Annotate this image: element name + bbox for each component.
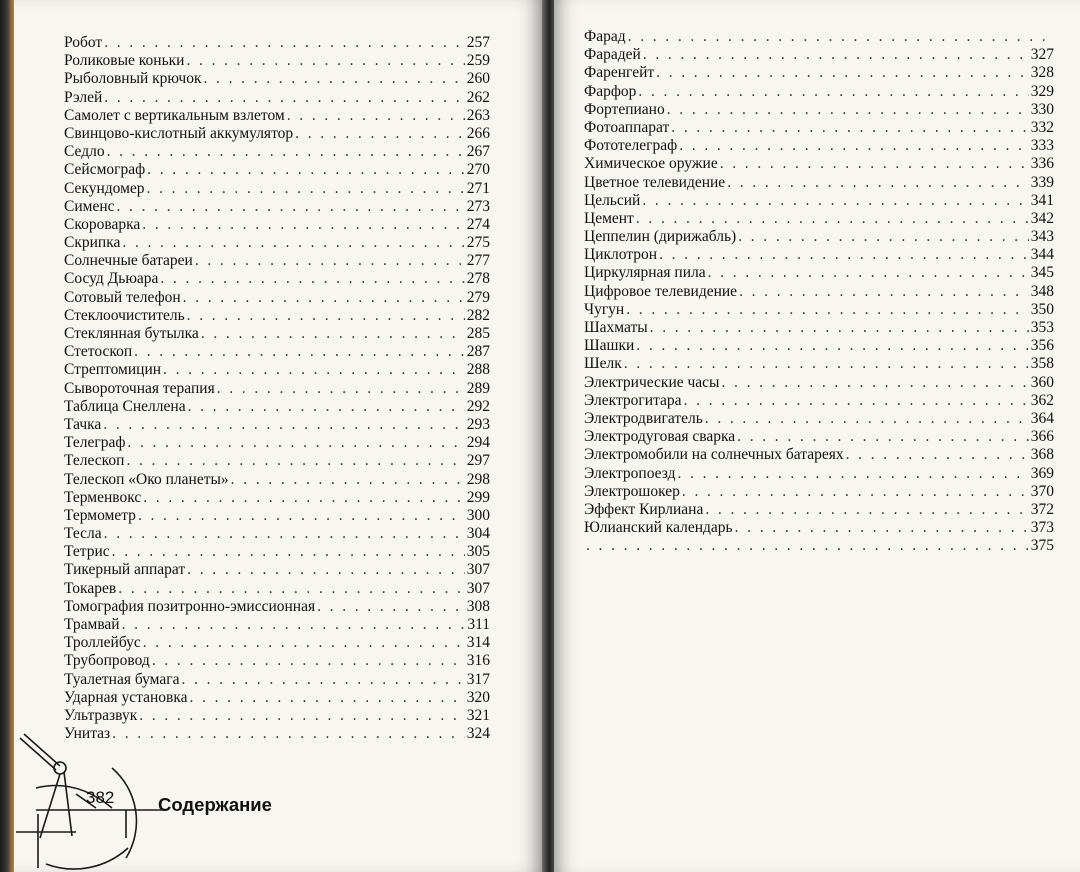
toc-entry: [64, 216, 490, 234]
toc-entry-page: 294: [466, 434, 490, 452]
toc-entry-title: Цифровое телевидение: [584, 282, 738, 300]
toc-entry-title: Электромобили на солнечных батареях: [584, 446, 844, 464]
toc-entry: [64, 361, 490, 379]
dot-leader: [188, 398, 465, 416]
toc-entry: [584, 319, 1054, 337]
toc-entry: [64, 143, 490, 161]
toc-entry: [64, 125, 490, 143]
dot-leader: [182, 671, 465, 689]
toc-entry: [584, 355, 1054, 373]
dot-leader: [118, 580, 465, 598]
dot-leader: [190, 689, 465, 707]
toc-entry-title: Циркулярная пила: [584, 264, 706, 282]
toc-entry: [64, 343, 490, 361]
toc-entry-title: Трубопровод: [64, 652, 150, 670]
toc-entry-page: 259: [466, 52, 490, 70]
toc-entry-page: 282: [466, 306, 490, 324]
toc-entry-title: Тесла: [64, 525, 102, 543]
toc-entry: [64, 270, 490, 288]
toc-entry-title: Самолет с вертикальным взлетом: [64, 106, 285, 124]
toc-entry-title: Электрошокер: [584, 482, 680, 500]
section-title: Содержание: [158, 794, 272, 815]
toc-entry: [584, 337, 1054, 355]
dot-leader: [147, 161, 465, 179]
toc-entry-title: Цветное телевидение: [584, 173, 726, 191]
toc-entry-page: 360: [1030, 373, 1054, 391]
dot-leader: [626, 301, 1029, 319]
toc-entry: [584, 264, 1054, 282]
toc-entry: [584, 174, 1054, 192]
toc-entry: [64, 70, 490, 88]
toc-entry-title: Томография позитронно-эмиссионная: [64, 597, 316, 615]
dot-leader: [139, 707, 465, 725]
toc-entry-page: 308: [466, 597, 490, 615]
toc-entry: [64, 34, 490, 52]
dot-leader: [204, 70, 465, 88]
toc-entry-page: 304: [466, 525, 490, 543]
dot-leader: [147, 180, 465, 198]
toc-entry: [64, 107, 490, 125]
toc-entry-page: 270: [466, 161, 490, 179]
toc-entry: [64, 380, 490, 398]
dot-leader: [187, 561, 465, 579]
dot-leader: [152, 652, 465, 670]
dot-leader: [708, 264, 1029, 282]
toc-entry-title: Термометр: [64, 506, 136, 524]
toc-entry: [64, 689, 490, 707]
toc-entry: [64, 161, 490, 179]
toc-entry-page: 262: [466, 88, 490, 106]
toc-entry-title: Троллейбус: [64, 634, 141, 652]
toc-entry-page: 300: [466, 506, 490, 524]
toc-entry-page: 370: [1030, 482, 1054, 500]
dot-leader: [636, 210, 1029, 228]
toc-entry-title: Фотоаппарат: [584, 118, 670, 136]
toc-entry: [584, 501, 1054, 519]
toc-entry: [64, 89, 490, 107]
toc-entry-page: 350: [1030, 300, 1054, 318]
toc-entry-page: 358: [1030, 355, 1054, 373]
toc-entry: [64, 289, 490, 307]
dot-leader: [143, 634, 465, 652]
toc-entry-title: Сименс: [64, 197, 115, 215]
toc-entry-title: Солнечные батареи: [64, 252, 193, 270]
dot-leader: [134, 343, 465, 361]
toc-entry-page: 353: [1030, 319, 1054, 336]
toc-entry-page: 266: [466, 124, 490, 142]
toc-entry-page: 373: [1030, 519, 1054, 537]
toc-entry-page: 348: [1030, 282, 1054, 300]
toc-entry-title: Тачка: [64, 415, 102, 433]
dot-leader: [104, 525, 465, 543]
toc-entry-page: 257: [466, 34, 490, 51]
dot-leader: [705, 410, 1029, 428]
toc-entry-title: Терменвокс: [64, 488, 142, 506]
toc-entry-page: 271: [466, 179, 490, 197]
toc-entry: [64, 543, 490, 561]
toc-entry-page: 275: [466, 234, 490, 252]
dot-leader: [656, 64, 1029, 82]
toc-entry: [584, 483, 1054, 501]
toc-entry-title: Шелк: [584, 355, 622, 373]
toc-entry-page: 343: [1030, 228, 1054, 246]
toc-entry: [584, 155, 1054, 173]
dot-leader: [638, 83, 1028, 101]
dot-leader: [104, 89, 464, 107]
toc-entry-page: 299: [466, 488, 490, 506]
toc-entry: [584, 101, 1054, 119]
toc-entry-page: 356: [1030, 337, 1054, 355]
toc-entry-page: 307: [466, 561, 490, 579]
toc-entry-page: 330: [1030, 100, 1054, 118]
dot-leader: [735, 519, 1029, 537]
toc-entry: [64, 507, 490, 525]
dot-leader: [122, 234, 464, 252]
toc-entry: [584, 246, 1054, 264]
toc-entry: [584, 283, 1054, 301]
dot-leader: [126, 452, 464, 470]
toc-entry-title: Сотовый телефон: [64, 288, 181, 306]
toc-entry-page: 293: [466, 415, 490, 433]
toc-entry: [64, 416, 490, 434]
toc-entry-page: 314: [466, 634, 490, 652]
toc-entry-title: Скрипка: [64, 234, 121, 252]
toc-entry-title: Ультразвук: [64, 706, 138, 724]
toc-entry-title: Тикерный аппарат: [64, 561, 186, 579]
toc-entry: [584, 301, 1054, 319]
toc-entry-page: 342: [1030, 209, 1054, 227]
toc-entry: [64, 180, 490, 198]
toc-entry-title: Унитаз: [64, 725, 111, 743]
toc-entry-title: Скороварка: [64, 215, 141, 233]
dot-leader: [163, 361, 465, 379]
toc-entry-title: Фарад: [584, 28, 626, 45]
toc-entry-page: 368: [1030, 446, 1054, 464]
toc-entry-page: 362: [1030, 391, 1054, 409]
toc-entry-title: Фортепиано: [584, 100, 665, 118]
dot-leader: [671, 119, 1028, 137]
toc-entry: [584, 392, 1054, 410]
toc-entry-title: Шашки: [584, 337, 635, 355]
dot-leader: [737, 428, 1029, 446]
dot-leader: [727, 174, 1029, 192]
toc-entry-title: Стетоскоп: [64, 343, 133, 361]
page-number: 382: [86, 788, 115, 807]
dot-leader: [138, 507, 465, 525]
dot-leader: [117, 198, 465, 216]
toc-entry-page: 278: [466, 270, 490, 288]
toc-entry: [64, 398, 490, 416]
toc-entry-title: Шахматы: [584, 319, 648, 336]
toc-entry-title: Чугун: [584, 300, 625, 318]
dot-leader: [160, 270, 464, 288]
toc-entry-page: 307: [466, 579, 490, 597]
toc-entry-title: Свинцово-кислотный аккумулятор: [64, 124, 294, 142]
toc-entry: [64, 325, 490, 343]
toc-entry: [64, 616, 490, 634]
toc-entry-title: Сывороточная терапия: [64, 379, 215, 397]
toc-entry-title: Роликовые коньки: [64, 52, 185, 70]
toc-entry: [64, 307, 490, 325]
dot-leader: [143, 489, 465, 507]
toc-entry-page: 317: [466, 670, 490, 688]
dot-leader: [628, 28, 1052, 46]
toc-entry-page: 364: [1030, 409, 1054, 427]
toc-entry: [64, 434, 490, 452]
dot-leader: [738, 228, 1029, 246]
dot-leader: [103, 416, 464, 434]
toc-entry-title: Электродуговая сварка: [584, 428, 736, 446]
toc-entry-page: 292: [466, 397, 490, 415]
toc-entry: [584, 119, 1054, 137]
toc-entry-page: 327: [1030, 46, 1054, 64]
toc-entry-title: Циклотрон: [584, 246, 658, 264]
dot-leader: [721, 374, 1028, 392]
toc-entry-page: 328: [1030, 64, 1054, 82]
dot-leader: [201, 325, 465, 343]
toc-entry-title: Стеклоочиститель: [64, 306, 185, 324]
toc-entry-title: Цемент: [584, 209, 634, 227]
toc-entry-page: 329: [1030, 82, 1054, 100]
toc-entry: [64, 598, 490, 616]
dot-leader: [295, 125, 465, 143]
toc-entry: [64, 52, 490, 70]
dot-leader: [705, 501, 1028, 519]
toc-entry: [64, 652, 490, 670]
toc-entry-title: Цеппелин (дирижабль): [584, 228, 737, 246]
toc-entry: [584, 537, 1054, 555]
dot-leader: [679, 137, 1029, 155]
toc-entry-page: 372: [1030, 500, 1054, 518]
toc-entry-title: Стрептомицин: [64, 361, 162, 379]
dot-leader: [739, 283, 1029, 301]
toc-entry-title: Робот: [64, 34, 103, 51]
toc-entry: [584, 374, 1054, 392]
dot-leader: [682, 483, 1029, 501]
toc-entry-page: 274: [466, 215, 490, 233]
toc-entry: [64, 634, 490, 652]
dot-leader: [122, 616, 466, 634]
toc-entry: [584, 28, 1054, 46]
toc-entry: [64, 561, 490, 579]
dot-leader: [104, 34, 465, 52]
toc-entry-title: Фототелеграф: [584, 137, 678, 155]
toc-entry-title: Сосуд Дьюара: [64, 270, 159, 288]
toc-entry-title: Юлианский календарь: [584, 519, 733, 537]
toc-entry: [64, 198, 490, 216]
toc-entry-page: 273: [466, 197, 490, 215]
toc-entry-page: 279: [466, 288, 490, 306]
toc-entry: [64, 671, 490, 689]
toc-entry-page: 289: [466, 379, 490, 397]
toc-entry: [584, 465, 1054, 483]
toc-list-left: [64, 34, 490, 743]
toc-entry-title: Электрические часы: [584, 373, 720, 391]
toc-entry: [64, 234, 490, 252]
toc-entry-page: 288: [466, 361, 490, 379]
dot-leader: [231, 471, 465, 489]
dot-leader: [642, 192, 1028, 210]
toc-entry-page: 320: [466, 688, 490, 706]
toc-entry-title: Таблица Снеллена: [64, 397, 186, 415]
toc-entry-title: Секундомер: [64, 179, 145, 197]
toc-entry: [64, 580, 490, 598]
toc-entry-page: 305: [466, 543, 490, 561]
toc-entry-title: Электродвигатель: [584, 409, 703, 427]
dot-leader: [650, 319, 1029, 337]
toc-entry: [64, 525, 490, 543]
toc-entry-title: Трамвай: [64, 616, 120, 633]
dot-leader: [183, 289, 465, 307]
toc-entry-title: Тетрис: [64, 543, 110, 561]
toc-entry-page: 316: [466, 652, 490, 670]
toc-entry-page: 345: [1030, 264, 1054, 282]
toc-entry: [584, 446, 1054, 464]
dot-leader: [112, 543, 465, 561]
dot-leader: [624, 355, 1029, 373]
dot-leader: [287, 107, 465, 125]
toc-entry-page: 285: [466, 325, 490, 342]
toc-entry-page: 277: [466, 252, 490, 270]
toc-entry: [64, 489, 490, 507]
toc-entry-title: Токарев: [64, 579, 117, 597]
toc-entry: [584, 210, 1054, 228]
dot-leader: [643, 46, 1029, 64]
toc-entry-page: 333: [1030, 137, 1054, 155]
toc-entry-page: 263: [466, 106, 490, 124]
toc-entry-page: 369: [1030, 464, 1054, 482]
toc-entry: [584, 410, 1054, 428]
dot-leader: [659, 246, 1029, 264]
toc-entry: [584, 428, 1054, 446]
toc-entry-page: 267: [466, 143, 490, 161]
toc-entry-page: 324: [466, 725, 490, 743]
toc-entry-title: Ударная установка: [64, 688, 188, 706]
toc-entry-page: 321: [466, 706, 490, 724]
dot-leader: [127, 434, 464, 452]
toc-entry-page: 344: [1030, 246, 1054, 264]
toc-entry-page: 311: [467, 616, 490, 633]
dot-leader: [677, 465, 1028, 483]
dot-leader: [636, 337, 1028, 355]
toc-entry-page: 287: [466, 343, 490, 361]
dot-leader: [317, 598, 465, 616]
toc-entry: [64, 452, 490, 470]
dot-leader: [684, 392, 1029, 410]
dot-leader: [195, 252, 465, 270]
dot-leader: [107, 143, 465, 161]
toc-entry-page: 260: [466, 70, 490, 88]
toc-list-right: [584, 28, 1054, 555]
toc-entry-title: Телескоп: [64, 452, 125, 470]
toc-entry-title: Фарадей: [584, 46, 641, 64]
toc-entry-title: Сейсмограф: [64, 161, 146, 179]
dot-leader: [667, 101, 1029, 119]
toc-entry-title: Электропоезд: [584, 464, 676, 482]
toc-entry-page: 366: [1030, 428, 1054, 446]
toc-entry: [584, 192, 1054, 210]
toc-entry: [64, 707, 490, 725]
toc-entry: [584, 64, 1054, 82]
toc-entry: [584, 83, 1054, 101]
toc-entry: [584, 46, 1054, 64]
toc-entry-title: Туалетная бумага: [64, 670, 180, 688]
toc-entry: [584, 137, 1054, 155]
toc-entry-title: Цельсий: [584, 191, 641, 209]
toc-entry-page: 339: [1030, 173, 1054, 191]
dot-leader: [186, 52, 464, 70]
toc-entry-page: 341: [1030, 191, 1054, 209]
toc-entry-title: Рэлей: [64, 88, 103, 106]
toc-entry-title: Телеграф: [64, 434, 126, 452]
toc-entry-page: 298: [466, 470, 490, 488]
toc-entry-page: 297: [466, 452, 490, 470]
toc-entry-title: Рыболовный крючок: [64, 70, 202, 88]
toc-entry-title: Химическое оружие: [584, 155, 718, 173]
toc-entry-title: Фаренгейт: [584, 64, 655, 82]
toc-entry-page: 332: [1030, 118, 1054, 136]
dot-leader: [217, 380, 465, 398]
toc-entry-page: 375: [1030, 537, 1054, 555]
toc-entry: [584, 228, 1054, 246]
toc-entry: [64, 471, 490, 489]
toc-entry: [64, 252, 490, 270]
toc-entry-title: Эффект Кирлиана: [584, 500, 704, 518]
toc-entry: [584, 519, 1054, 537]
toc-entry-title: Фарфор: [584, 82, 637, 100]
toc-entry-title: Стеклянная бутылка: [64, 325, 199, 342]
dot-leader: [846, 446, 1029, 464]
toc-entry-title: Электрогитара: [584, 391, 682, 409]
dot-leader: [720, 155, 1029, 173]
dot-leader: [586, 537, 1029, 555]
toc-entry-title: Телескоп «Око планеты»: [64, 470, 229, 488]
toc-entry-page: 336: [1030, 155, 1054, 173]
dot-leader: [142, 216, 464, 234]
toc-entry-title: Седло: [64, 143, 105, 161]
dot-leader: [187, 307, 465, 325]
